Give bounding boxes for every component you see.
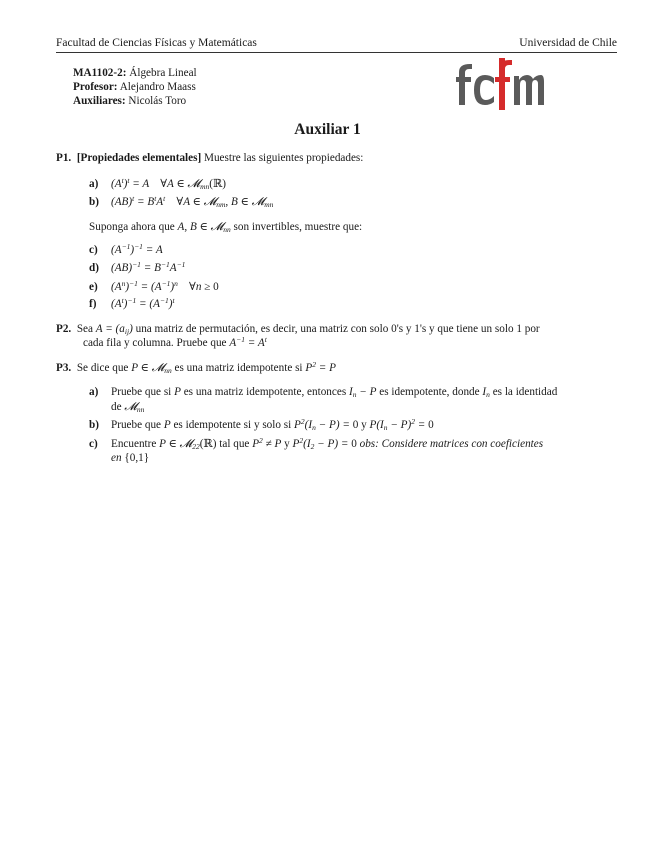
p3-a-text-5: de [111,401,122,413]
p1-e-label: e) [89,281,98,293]
p1-a-formula: $(A^t)^t = A$ ∀A ∈ 𝓜$_{mn}$(ℝ) [111,176,226,191]
p3-c-text-4: en [111,452,122,464]
p3-b-formula-2: $P(I_n - P)^2 = 0$ [369,417,434,432]
p3-a-text-2: es una matriz idempotente, entonces [183,386,347,398]
p1-f-label: f) [89,298,97,310]
fcfm-logo [456,58,544,110]
p3-b-formula-1: $P^2(I_n - P) = 0$ [294,417,359,432]
p1-heading [56,152,363,164]
professor-label: Profesor: [73,81,118,93]
p1-item-b [89,195,273,209]
p1-f-formula: $(A^t)^{-1} = (A^{-1})^t$ [111,296,175,310]
p3-c-text-3: y [284,438,290,450]
p3-intro-1: Se dice que [76,362,129,374]
professor-value: Alejandro Maass [119,81,196,93]
p1-item-a [89,177,226,191]
p3-c-formula-2: $P^2 \ne P$ [252,436,282,450]
p3-c-label: c) [89,438,98,450]
p2-label: P2. [56,323,72,335]
p1-c-label: c) [89,244,98,256]
header-rule [56,52,617,53]
p3-item-b: b) Pruebe que P es idempotente si y solo si $P^2(I_n - P) = 0$ y $P(I_n - P)^2 = 0$ [89,417,434,432]
p3-b-text-1: Pruebe que [111,419,162,431]
course-code-label: MA1102-2: [73,67,127,79]
p3-c-text-1: Encuentre [111,438,157,450]
course-code-line [73,66,197,80]
p1-middle-text-1: Suponga ahora que [89,221,175,233]
p1-title: [Propiedades elementales] [76,152,202,164]
p2-formula-inverse: $A^{-1} = A^t$ [229,335,267,349]
p3-b-text-3: y [361,419,367,431]
p1-intro: Muestre las siguientes propiedades: [204,152,364,164]
p3-intro-2: es una matriz idempotente si [174,362,303,374]
p3-formula-p: P ∈ 𝓜$_{nn}$ [131,362,172,375]
p3-item-c-line-1 [89,437,543,451]
p3-a-label: a) [89,386,99,398]
p2-line-2 [83,337,267,349]
assistant-label: Auxiliares: [73,95,126,107]
p1-c-formula: $(A^{-1})^{-1} = A$ [111,242,163,256]
course-info [73,66,197,108]
p3-c-text-2: tal que [219,438,250,450]
p1-d-formula: $(AB)^{-1} = B^{-1}A^{-1}$ [111,260,186,274]
p1-d-label: d) [89,262,99,274]
p2-formula-a: $A = (a_{ij})$ [95,323,133,336]
p1-e-formula: $(A^n)^{-1} = (A^{-1})^n$ ∀n ≥ 0 [111,279,219,293]
p3-a-text-1: Pruebe que si [111,386,172,398]
p3-a-text-4: es la identidad [492,386,558,398]
p1-label: P1. [56,152,72,164]
assistant-line [73,94,197,108]
header-faculty: Facultad de Ciencias Físicas y Matemáticas [56,37,257,49]
p3-b-text-2: es idempotente si y solo si [173,419,292,431]
p3-b-label: b) [89,419,99,431]
p3-item-a-line-2: de 𝓜$_{nn}$ [111,401,145,414]
assistant-value: Nicolás Toro [128,95,187,107]
page-title: Auxiliar 1 [294,121,361,138]
p1-item-f [89,298,175,310]
p3-a-formula: $I_n - P$ [349,386,377,399]
p3-c-formula-3: $P^2(I_2 - P) = 0$ [292,436,357,451]
p3-c-observation: obs: Considere matrices con coeficientes [359,438,544,450]
p1-middle-text-2: son invertibles, muestre que: [233,221,363,233]
p1-item-e [89,280,219,293]
p1-item-c [89,244,163,256]
p3-a-text-3: es idempotente, donde [379,386,480,398]
header-university: Universidad de Chile [519,37,617,49]
p3-formula-idem: $P^2 = P$ [305,360,336,374]
p1-middle [89,220,362,234]
p3-item-c-line-2 [111,452,149,464]
p2-text-2: una matriz de permutación, es decir, una matriz con solo 0's y 1's y que tiene un solo 1 por [135,323,540,335]
course-code-value: Álgebra Lineal [129,67,197,79]
p2-text-3: cada fila y columna. Pruebe que [83,337,227,349]
p3-label: P3. [56,362,72,374]
p2-text-1: Sea [76,323,93,335]
p1-middle-formula: A, B ∈ 𝓜$_{nn}$ [177,221,231,234]
p1-a-label: a) [89,178,99,190]
p1-b-formula: $(AB)^t = B^tA^t$ ∀A ∈ 𝓜$_{nm}$, B ∈ 𝓜$_{mn}$ [111,194,274,209]
p1-b-label: b) [89,196,99,208]
professor-line [73,80,197,94]
p1-item-d [89,262,185,274]
p3-c-formula-1: P ∈ 𝓜$_{22}$(ℝ) [159,438,217,451]
p2-line-1 [56,323,540,335]
p3-c-set: {0,1} [124,452,150,464]
p3-item-a-line-1: a) Pruebe que si P es una matriz idempotente, entonces $I_n - P$ es idempotente, donde $I_n$ es la identidad [89,386,558,399]
p3-line-1 [56,361,336,375]
